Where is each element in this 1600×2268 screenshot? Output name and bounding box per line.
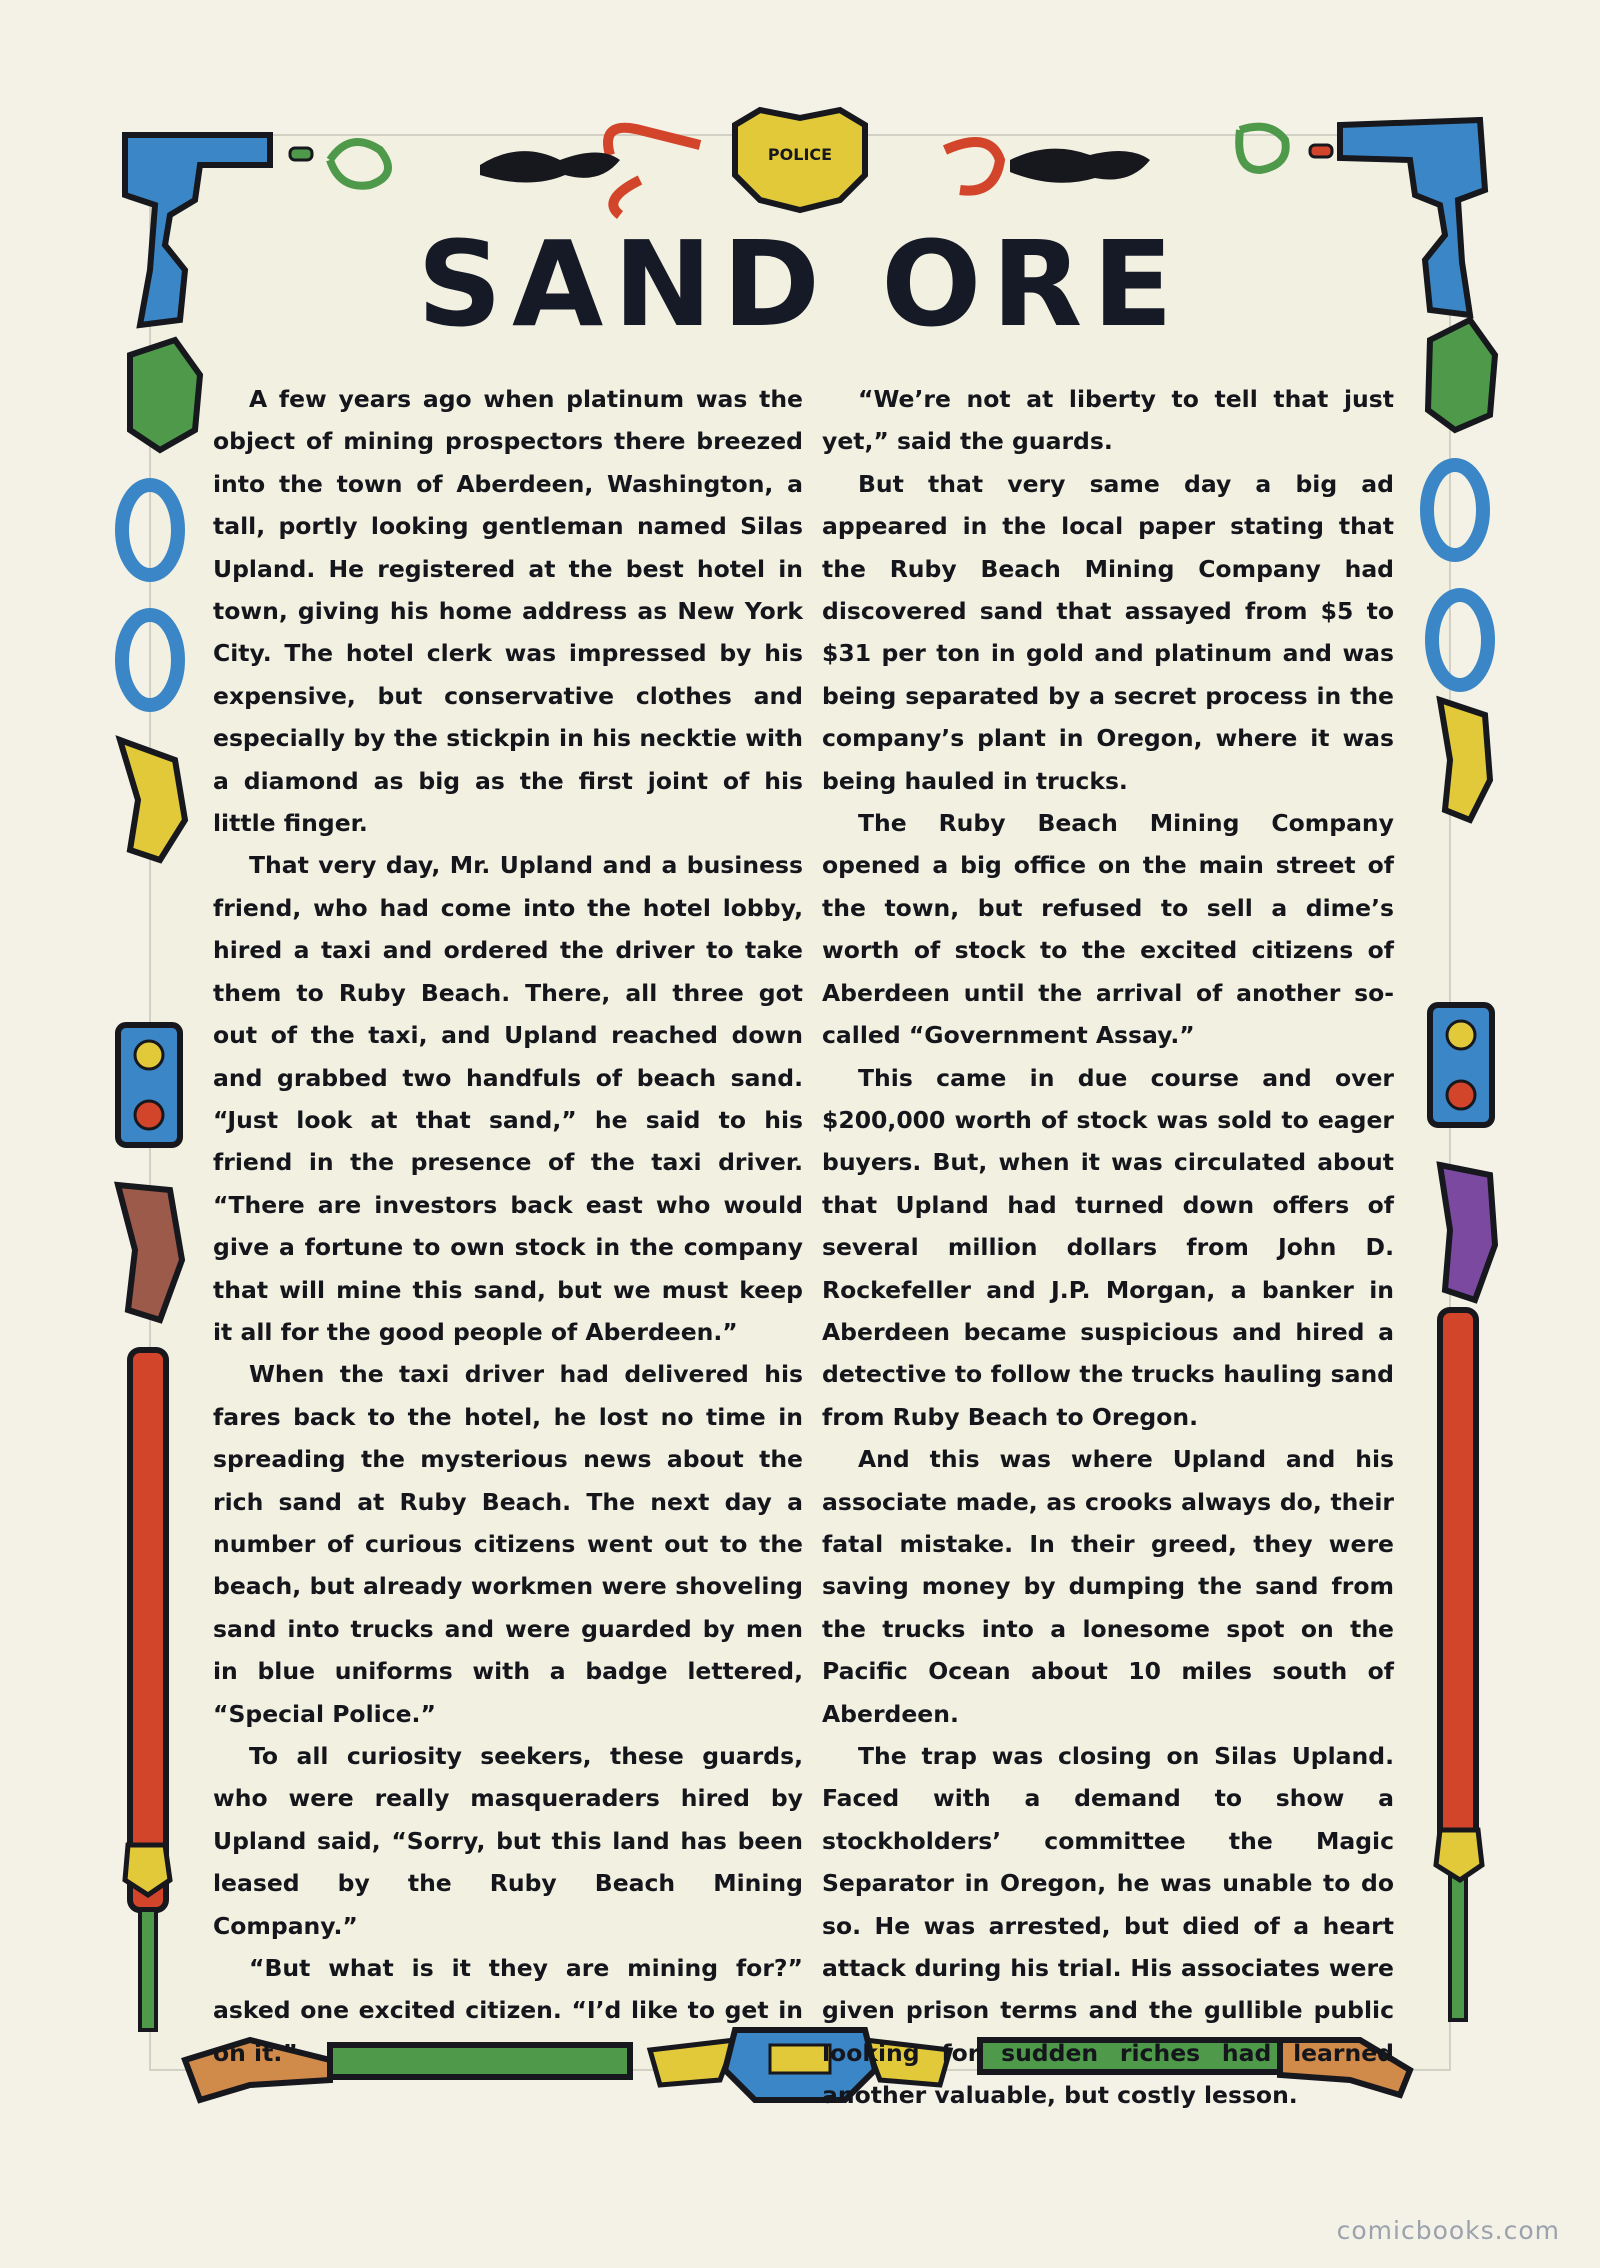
article-title: SAND ORE: [417, 215, 1183, 353]
paragraph: This came in due course and over $200,000 worth of stock was sold to eager buyers. But, when it was circulated about that Upland had turned down offers of several million dollars from John D. Rockefeller and J.P. Morgan, a banker in Aberdeen became suspicious and hired a detective to follow the trucks hauling sand from Ruby Beach to Oregon.: [822, 1063, 1394, 1431]
police-badge-icon: [735, 110, 865, 210]
paragraph: “But what is it they are mining for?” asked one excited citizen. “I’d like to get in on it.”: [213, 1954, 803, 2067]
traffic-light-icon: [1430, 1005, 1492, 1125]
paragraph: To all curiosity seekers, these guards, who were really masqueraders hired by Upland said, “Sorry, but this land has been leased by the Ruby Beach Mining Company.”: [213, 1742, 803, 1940]
article-left-column: [213, 378, 803, 2074]
revolver-icon: [1440, 1165, 1495, 1300]
rifle-icon: [1440, 1310, 1476, 2020]
site-watermark: comicbooks.com: [1336, 2216, 1560, 2245]
paragraph: “We’re not at liberty to tell that just yet,” said the guards.: [822, 385, 1394, 456]
handcuffs-icon: [1427, 465, 1488, 685]
police-badge-icon: [1428, 320, 1495, 430]
rifle-icon: [130, 1350, 166, 2030]
revolver-icon: [1440, 700, 1490, 820]
paragraph: A few years ago when platinum was the object of mining prospectors there breezed into the town of Aberdeen, Washington, a tall, portly looking gentleman named Silas Upland. He registered at the best hotel in town, giving his home address as New York City. The hotel clerk was impressed by his expensive, but conservative clothes and especially by the stickpin in his necktie with a diamond as big as the first joint of his little finger.: [213, 385, 803, 838]
paragraph: But that very same day a big ad appeared in the local paper stating that the Ruby Beach Mining Company had discovered sand that assayed from $5 to $31 per ton in gold and platinum and was being separated by a secret process in the company’s plant in Oregon, where it was being hauled in trucks.: [822, 469, 1394, 795]
article-right-column: [822, 378, 1394, 2117]
paragraph: The Ruby Beach Mining Company opened a big office on the main street of the town, but refused to sell a dime’s worth of stock to the excited citizens of Aberdeen until the arrival of another so-called “Government Assay.”: [822, 809, 1394, 1050]
paragraph: That very day, Mr. Upland and a business friend, who had come into the hotel lobby, hired a taxi and ordered the driver to take them to Ruby Beach. There, all three got out of the taxi, and Upland reached down and grabbed two handfuls of beach sand. “Just look at that sand,” he said to his friend in the presence of the taxi driver. “There are investors back east who would give a fortune to own stock in the company that will mine this sand, but we must keep it all for the good people of Aberdeen.”: [213, 851, 803, 1346]
revolver-icon: [120, 740, 185, 860]
paragraph: And this was where Upland and his associate made, as crooks always do, their fatal mistake. In their greed, they were saving money by dumping the sand from the trucks into a lonesome spot on the Pacific Ocean about 10 miles south of Aberdeen.: [822, 1445, 1394, 1728]
badge-text: POLICE: [767, 145, 833, 164]
paragraph: When the taxi driver had delivered his fares back to the hotel, he lost no time in spreading the mysterious news about the rich sand at Ruby Beach. The next day a number of curious citizens went out to the beach, but already workmen were shoveling sand into trucks and were guarded by men in blue uniforms with a badge lettered, “Special Police.”: [213, 1360, 803, 1728]
traffic-light-icon: [118, 1025, 180, 1145]
paragraph: The trap was closing on Silas Upland. Faced with a demand to show a stockholders’ committee the Magic Separator in Oregon, he was unable to do so. He was arrested, but died of a heart attack during his trial. His associates were given prison terms and the gullible public looking for sudden riches had learned another valuable, but costly lesson.: [822, 1742, 1394, 2110]
revolver-icon: [118, 1185, 182, 1320]
police-badge-icon: [130, 340, 200, 450]
